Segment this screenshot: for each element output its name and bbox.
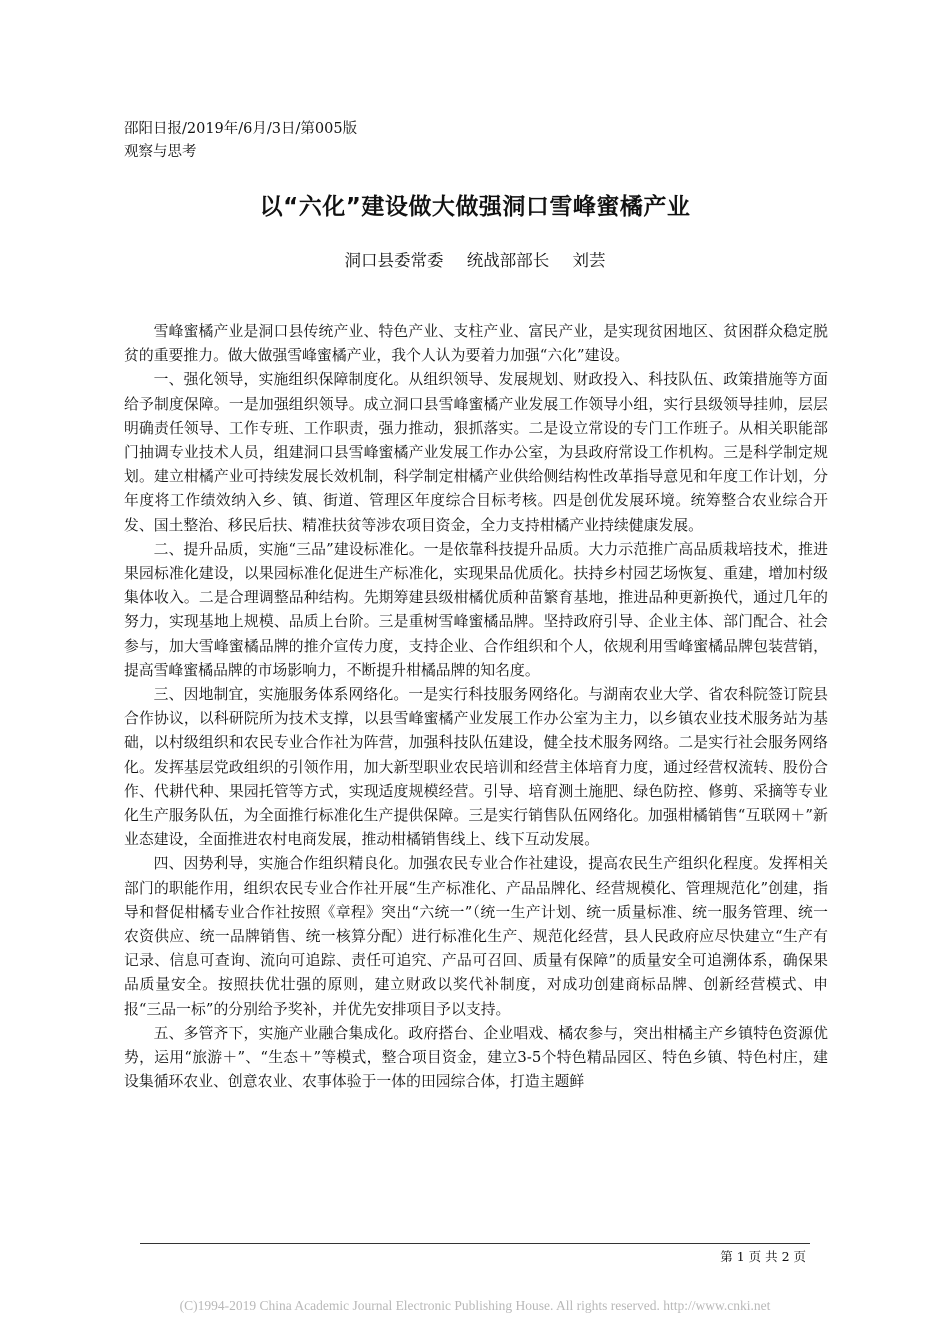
byline [0,247,950,271]
source-line: 邵阳日报/2019年/6月/3日/第005版 [124,121,358,137]
article-title: 以“六化”建设做大做强洞口雪峰蜜橘产业 [259,194,691,220]
paragraph: 三、因地制宜，实施服务体系网络化。一是实行科技服务网络化。与湖南农业大学、省农科院签订院县合作协议，以科研院所为技术支撑，以县雪峰蜜橘产业发展工作办公室为主力，以乡镇农业技术服务站为基础，以村级组织和农民专业合作社为阵营，加强科技队伍建设，健全技术服务网络。二是实行社会服务网络化。发挥基层党政组织的引领作用，加大新型职业农民培训和经营主体培育力度，通过经营权流转、股份合作、代耕代种、果园托管等方式，实现适度规模经营。引导、培育测土施肥、绿色防控、修剪、采摘等专业化生产服务队伍，为全面推行标准化生产提供保障。三是实行销售队伍网络化。加强柑橘销售“互联网＋”新业态建设，全面推进农村电商发展，推动柑橘销售线上、线下互动发展。 [124,686,828,849]
paragraph: 雪峰蜜橘产业是洞口县传统产业、特色产业、支柱产业、富民产业，是实现贫困地区、贫困群众稳定脱贫的重要推力。做大做强雪峰蜜橘产业，我个人认为要着力加强“六化”建设。 [124,323,828,365]
footer-divider [140,1243,810,1244]
document-header [124,118,357,164]
paragraph: 二、提升品质，实施“三品”建设标准化。一是依靠科技提升品质。大力示范推广高品质栽培技术，推进果园标准化建设，以果园标准化促进生产标准化，实现果品优质化。扶持乡村园艺场恢复、重建，增加村级集体收入。二是合理调整品种结构。先期筹建县级柑橘优质种苗繁育基地，推进品种更新换代，通过几年的努力，实现基地上规模、品质上台阶。三是重树雪峰蜜橘品牌。坚持政府引导、企业主体、部门配合、社会参与，加大雪峰蜜橘品牌的推介宣传力度，支持企业、合作组织和个人，依规利用雪峰蜜橘品牌包装营销，提高雪峰蜜橘品牌的市场影响力，不断提升柑橘品牌的知名度。 [124,540,828,679]
article-body [124,320,828,1095]
column-name: 观察与思考 [124,144,197,160]
paragraph: 五、多管齐下，实施产业融合集成化。政府搭台、企业唱戏、橘农参与，突出柑橘主产乡镇特色资源优势，运用“旅游＋”、“生态＋”等模式，整合项目资金，建立3-5个特色精品园区、特色乡镇、特色村庄，建设集循环农业、创意农业、农事体验于一体的田园综合体，打造主题鲜 [124,1024,828,1091]
paragraph: 一、强化领导，实施组织保障制度化。从组织领导、发展规划、财政投入、科技队伍、政策措施等方面给予制度保障。一是加强组织领导。成立洞口县雪峰蜜橘产业发展工作领导小组，实行县级领导挂帅，层层明确责任领导、工作专班、工作职责，强力推动，狠抓落实。二是设立常设的专门工作班子。从相关职能部门抽调专业技术人员，组建洞口县雪峰蜜橘产业发展工作办公室，为县政府常设工作机构。三是科学制定规划。建立柑橘产业可持续发展长效机制，科学制定柑橘产业供给侧结构性改革指导意见和年度工作计划，分年度将工作绩效纳入乡、镇、街道、管理区年度综合目标考核。四是创优发展环境。统筹整合农业综合开发、国土整治、移民后扶、精准扶贫等涉农项目资金，全力支持柑橘产业持续健康发展。 [124,371,828,534]
author-name: 刘芸 [572,251,606,270]
page-number: 第 1 页 共 2 页 [720,1249,806,1264]
author-title-2: 统战部部长 [466,251,550,270]
paragraph: 四、因势利导，实施合作组织精良化。加强农民专业合作社建设，提高农民生产组织化程度。发挥相关部门的职能作用，组织农民专业合作社开展“生产标准化、产品品牌化、经营规模化、管理规范化”创建，指导和督促柑橘专业合作社按照《章程》突出“六统一”（统一生产计划、统一质量标准、统一服务管理、统一农资供应、统一品牌销售、统一核算分配）进行标准化生产、规范化经营，县人民政府应尽快建立“生产有记录、信息可查询、流向可追踪、责任可追究、产品可召回、质量有保障”的质量安全可追溯体系，确保果品质量安全。按照扶优壮强的原则，建立财政以奖代补制度，对成功创建商标品牌、创新经营模式、申报“三品一标”的分别给予奖补，并优先安排项目予以支持。 [124,855,828,1018]
copyright-watermark: (C)1994-2019 China Academic Journal Electronic Publishing House. All rights reserved. http://www.cnki.net [179,1298,771,1313]
author-title-1: 洞口县委常委 [344,251,444,270]
